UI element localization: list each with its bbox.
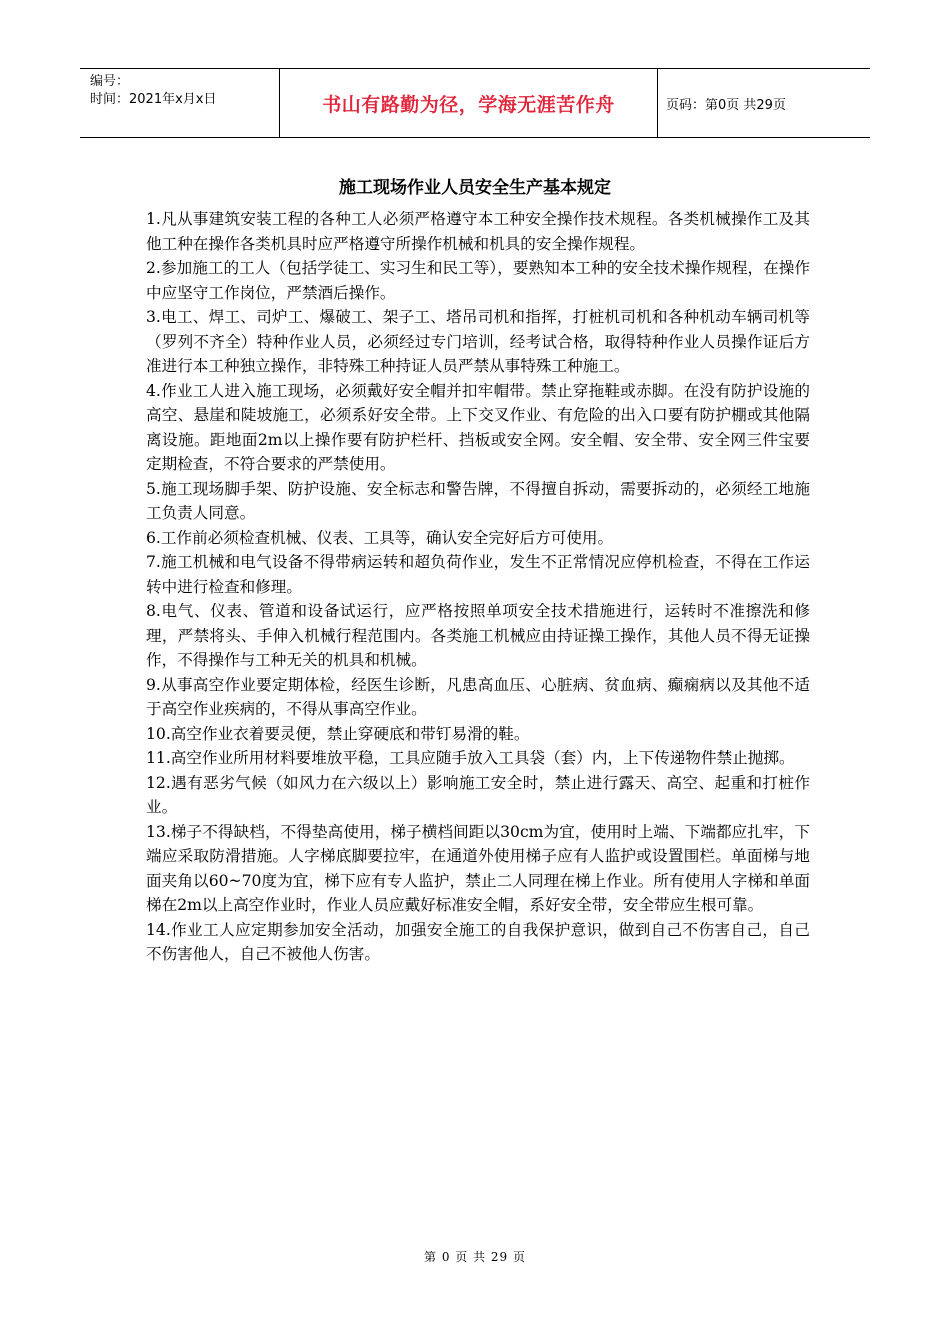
document-time: 时间：2021年x月x日 [90,92,217,107]
header-meta [80,69,280,137]
paragraph-6: 6.工作前必须检查机械、仪表、工具等，确认安全完好后方可使用。 [146,528,614,547]
paragraph-14: 14.作业工人应定期参加安全活动，加强安全施工的自我保护意识，做到自己不伤害自己，自己不伤害他人，自己不被他人伤害。 [146,920,810,963]
paragraph-7: 7.施工机械和电气设备不得带病运转和超负荷作业，发生不正常情况应停机检查，不得在工作运转中进行检查和修理。 [146,553,810,596]
page-header [80,68,870,138]
paragraph-9: 9.从事高空作业要定期体检，经医生诊断，凡患高血压、心脏病、贫血病、癫痫病以及其他不适于高空作业疾病的，不得从事高空作业。 [146,675,810,718]
paragraph-13: 13.梯子不得缺档，不得垫高使用，梯子横档间距以30cm为宜，使用时上端、下端都应扎牢，下端应采取防滑措施。人字梯底脚要拉牢，在通道外使用梯子应有人监护或设置围栏。单面梯与地面夹角以60~70度为宜，梯下应有专人监护，禁止二人同理在梯上作业。所有使用人字梯和单面梯在2m以上高空作业时，作业人员应戴好标准安全帽，系好安全带，安全带应生根可靠。 [146,822,810,914]
paragraph-3: 3.电工、焊工、司炉工、爆破工、架子工、塔吊司机和指挥，打桩机司机和各种机动车辆司机等（罗列不齐全）特种作业人员，必须经过专门培训，经考试合格，取得特种作业人员操作证后方准进行本工种独立操作，非特殊工种持证人员严禁从事特殊工种施工。 [146,308,810,375]
document-body [146,207,810,967]
paragraph-10: 10.高空作业衣着要灵便，禁止穿硬底和带钉易滑的鞋。 [146,724,530,743]
document-number-label: 编号： [90,74,130,89]
paragraph-11: 11.高空作业所用材料要堆放平稳，工具应随手放入工具袋（套）内，上下传递物件禁止抛掷。 [146,749,795,767]
paragraph-5: 5.施工现场脚手架、防护设施、安全标志和警告牌，不得擅自拆动，需要拆动的，必须经工地施工负责人同意。 [146,479,810,522]
paragraph-12: 12.遇有恶劣气候（如风力在六级以上）影响施工安全时，禁止进行露天、高空、起重和打桩作业。 [146,773,810,816]
header-motto: 书山有路勤为径，学海无涯苦作舟 [280,69,658,137]
paragraph-1: 1.凡从事建筑安装工程的各种工人必须严格遵守本工种安全操作技术规程。各类机械操作工及其他工种在操作各类机具时应严格遵守所操作机械和机具的安全操作规程。 [146,210,810,253]
document-title: 施工现场作业人员安全生产基本规定 [339,178,611,198]
paragraph-2: 2.参加施工的工人（包括学徒工、实习生和民工等），要熟知本工种的安全技术操作规程，在操作中应坚守工作岗位，严禁酒后操作。 [146,259,810,302]
paragraph-4: 4.作业工人进入施工现场，必须戴好安全帽并扣牢帽带。禁止穿拖鞋或赤脚。在没有防护设施的高空、悬崖和陡坡施工，必须系好安全带。上下交叉作业、有危险的出入口要有防护棚或其他隔离设施。距地面2m以上操作要有防护栏杆、挡板或安全网。安全帽、安全带、安全网三件宝要定期检查，不符合要求的严禁使用。 [146,381,810,473]
paragraph-8: 8.电气、仪表、管道和设备试运行，应严格按照单项安全技术措施进行，运转时不准擦洗和修理，严禁将头、手伸入机械行程范围内。各类施工机械应由持证操工操作，其他人员不得无证操作，不得操作与工种无关的机具和机械。 [146,602,810,669]
page-footer: 第 0 页 共 29 页 [424,1250,526,1264]
header-page-info: 页码：第0页 共29页 [666,97,786,113]
